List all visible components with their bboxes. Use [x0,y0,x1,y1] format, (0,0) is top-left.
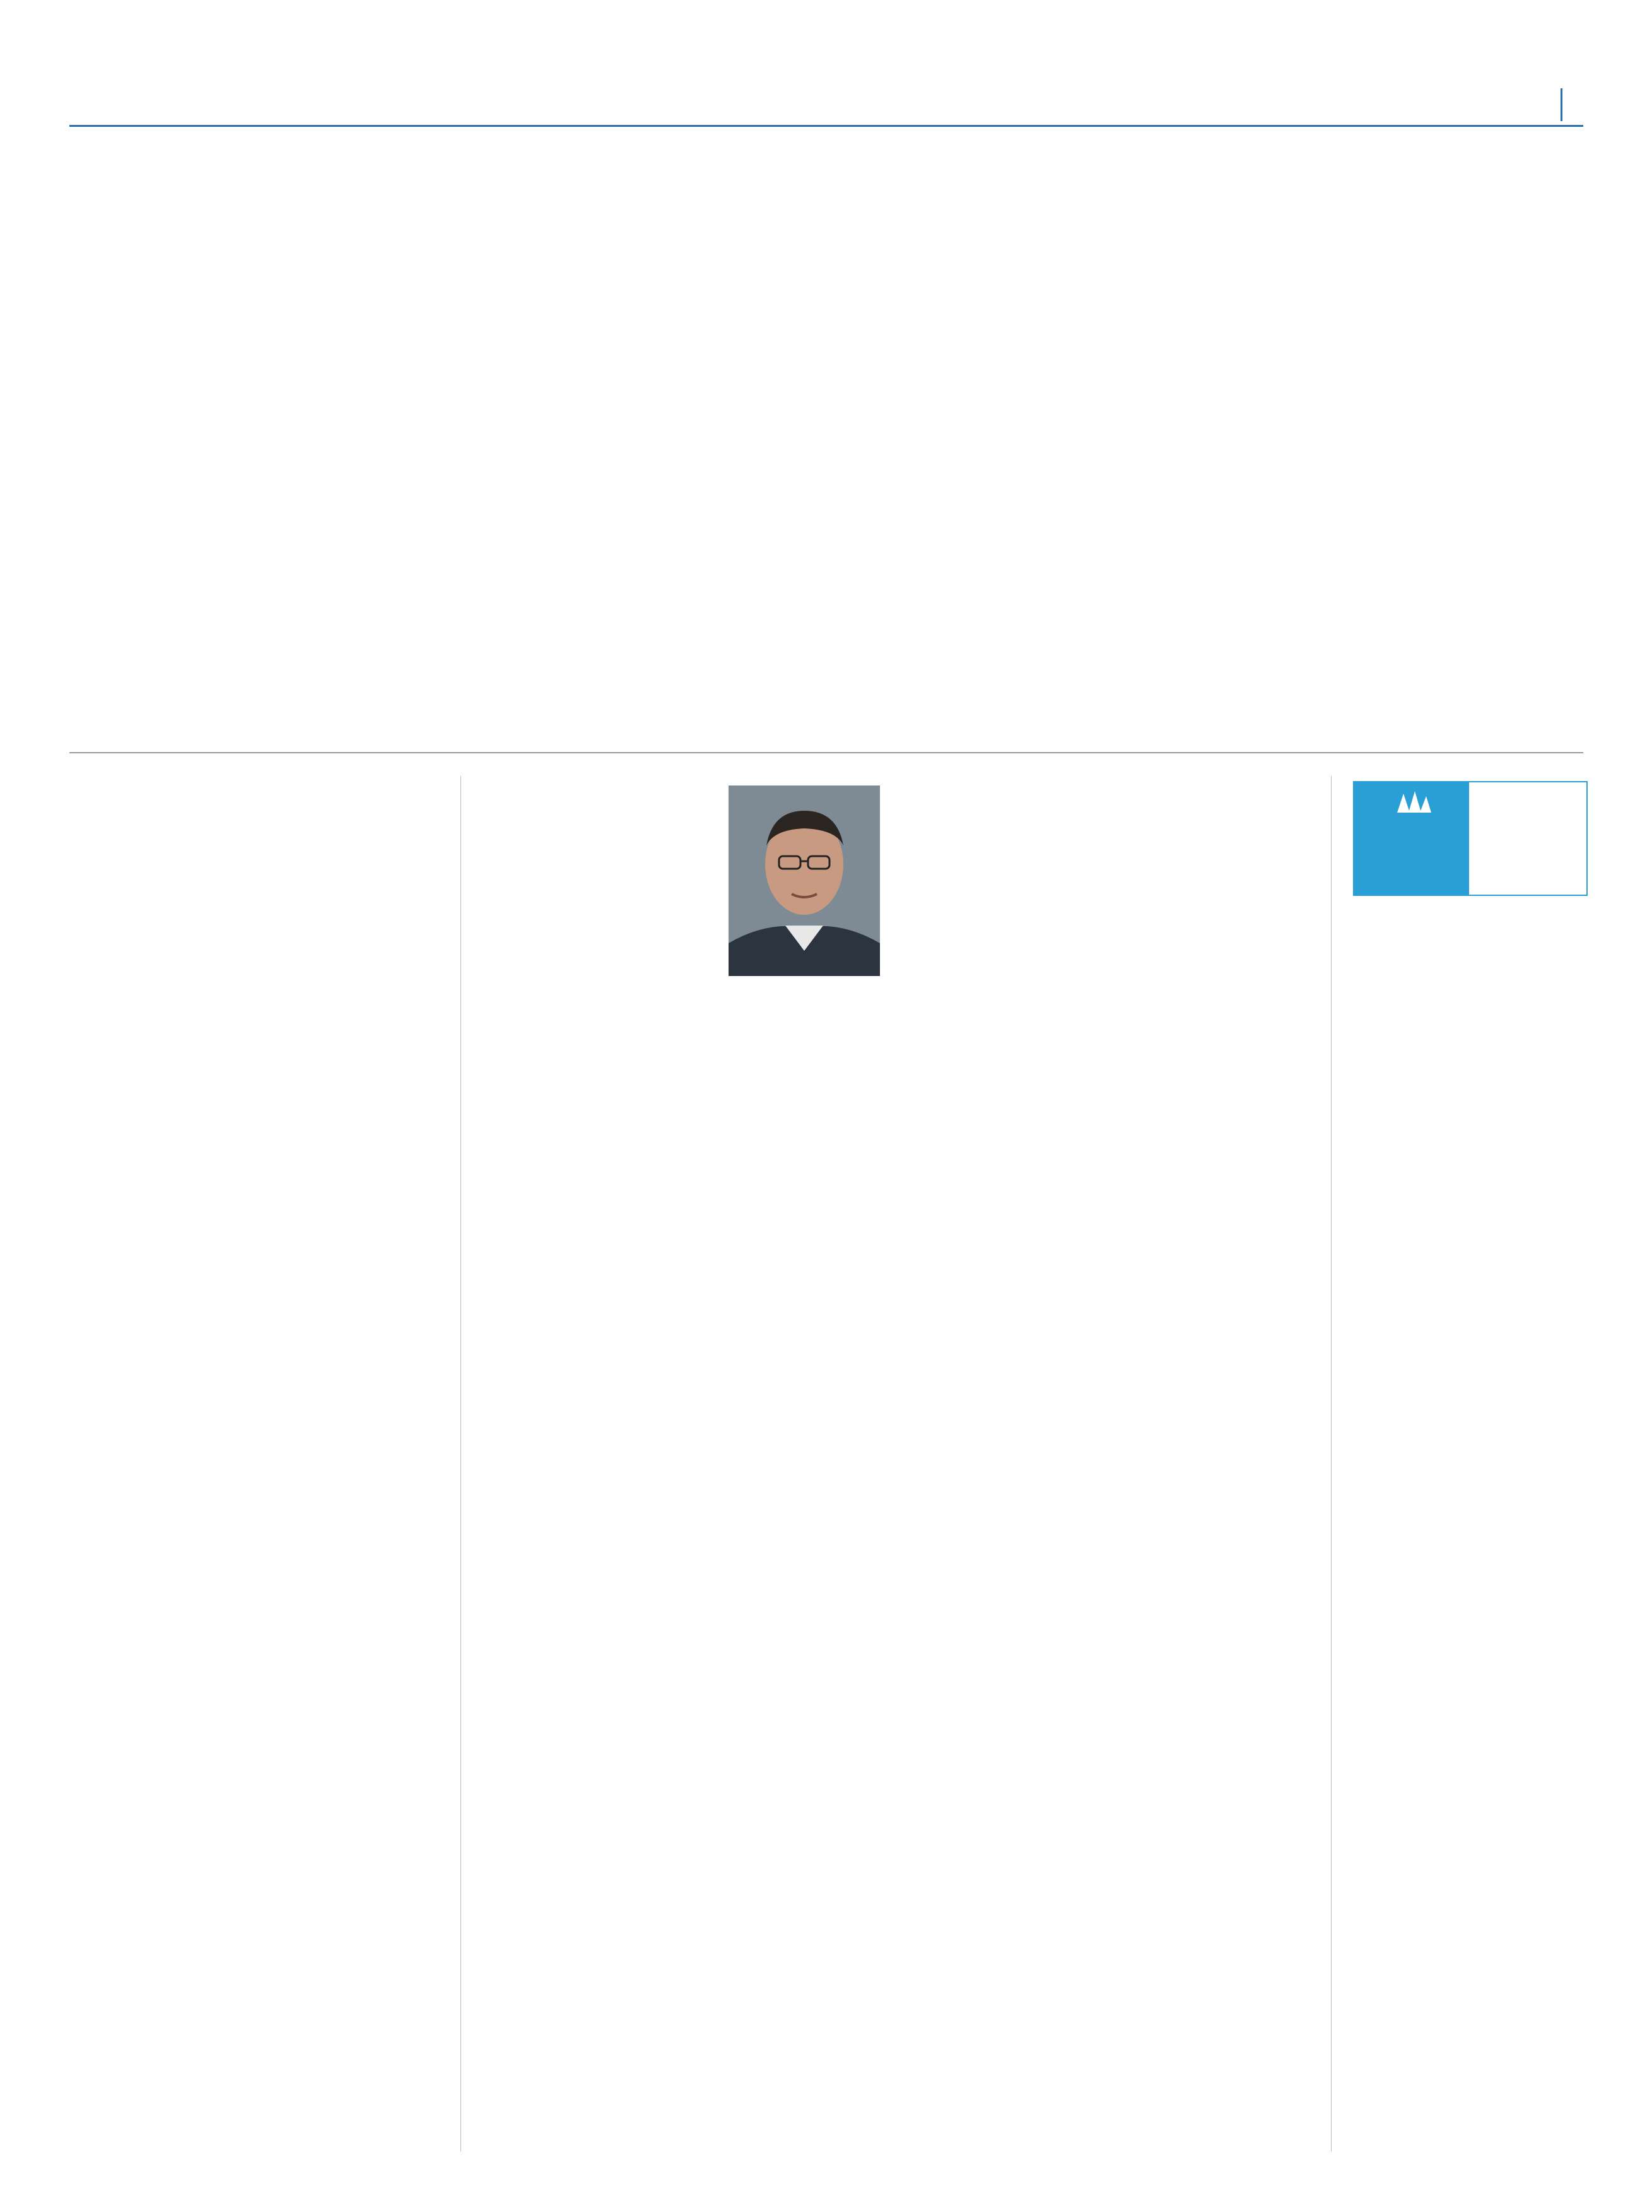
column-separator [460,776,461,2151]
anp-logo-icon [1347,1991,1460,2065]
editorial-column-1 [69,205,424,735]
author-portrait-icon [729,785,880,976]
editorial-column-4 [1227,205,1582,735]
opinion-column-left [473,1085,880,2133]
column-separator [1331,776,1332,2151]
penguin-icon [1391,789,1435,814]
header-page-divider [1561,88,1562,121]
editorial-column-2 [455,205,810,735]
header-rule [69,125,1583,127]
opinion-column-right [910,869,1316,2144]
author-photo [729,785,880,976]
section-divider [69,752,1583,753]
anniversary-logo [1353,781,1588,896]
editorial-column-3 [841,205,1196,735]
logo-blue-panel [1354,782,1469,895]
